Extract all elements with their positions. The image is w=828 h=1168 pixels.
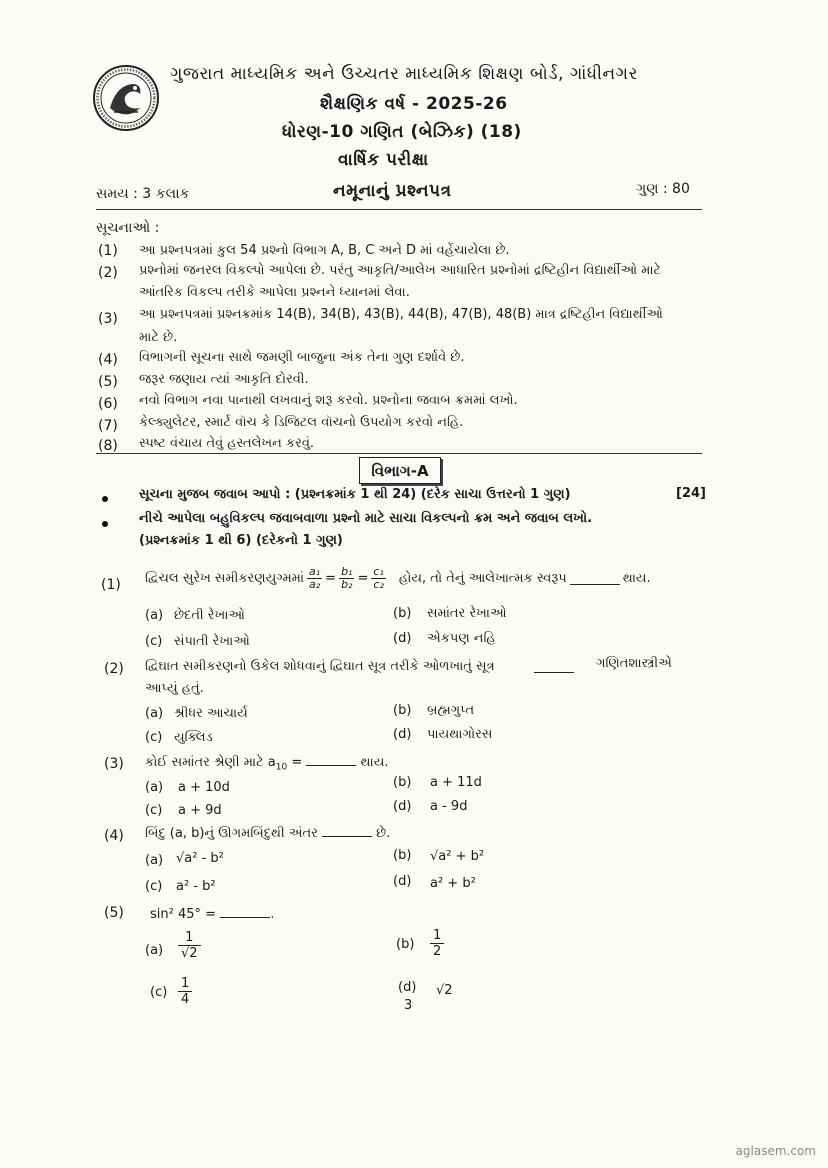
- paper-type: નમૂનાનું પ્રશ્નપત્ર: [333, 181, 452, 201]
- option-text: એકપણ નહિ: [427, 631, 496, 646]
- instruction-text: પ્રશ્નોમાં જનરલ વિકલ્પો આપેલા છે. પરંતુ આકૃતિ/આલેખ આધારિત પ્રશ્નોમાં દ્રષ્ટિહીન વિદ્યાર્થીઓ માટે: [139, 263, 662, 278]
- mcq-instruction: નીચે આપેલા બહુવિકલ્પ જવાબવાળા પ્રશ્નો માટે સાચા વિકલ્પનો ક્રમ અને જવાબ લખો.: [139, 511, 593, 526]
- option-text: છેદતી રેખાઓ: [174, 608, 245, 623]
- option-label: (c): [145, 634, 163, 649]
- answer-blank: [306, 753, 356, 766]
- answer-blank: [220, 905, 270, 918]
- option-label: (b): [393, 775, 412, 790]
- option-label: (c): [145, 730, 163, 745]
- fraction-a1-a2: $\frac{\text{a₁}}{\text{a₂}}$: [309, 565, 321, 591]
- section-a-marks: [24]: [676, 486, 706, 501]
- board-name: ગુજરાત માધ્યમિક અને ઉચ્ચતર માધ્યમિક શિક્ષણ બોર્ડ, ગાંધીનગર: [170, 64, 638, 84]
- option-text: a² + b²: [430, 876, 476, 891]
- question-3-text: [145, 753, 388, 773]
- option-text: a + 11d: [430, 775, 482, 790]
- question-text: આપ્યું હતું.: [145, 681, 204, 696]
- option-text: a + 9d: [178, 803, 222, 818]
- question-text: ગણિતશાસ્ત્રીએ: [596, 656, 672, 671]
- instruction-number: (8): [98, 438, 118, 454]
- option-label: (b): [393, 848, 412, 863]
- board-seal-logo: [92, 64, 160, 132]
- answer-blank: [322, 824, 372, 837]
- option-text: a - 9d: [430, 799, 468, 814]
- option-label: (a): [145, 853, 164, 868]
- header-divider: [96, 209, 702, 210]
- option-text: √a² + b²: [430, 849, 485, 864]
- question-text: થાય.: [622, 571, 651, 586]
- instruction-text: નવો વિભાગ નવા પાનાથી લખવાનું શરૂ કરવો. પ્રશ્નોના જવાબ ક્રમમાં લખો.: [139, 393, 518, 408]
- instruction-text: જરૂર જણાય ત્યાં આકૃતિ દોરવી.: [139, 372, 309, 387]
- option-label: (d): [393, 727, 412, 742]
- question-text: કોઈ સમાંતર શ્રેણી માટે a: [145, 755, 276, 770]
- instruction-text: કેલ્ક્યુલેટર, સ્માર્ટ વૉચ કે ડિજિટલ વૉચનો ઉપયોગ કરવો નહિ.: [139, 415, 464, 430]
- question-text: દ્વિઘાત સમીકરણનો ઉકેલ શોધવાનું દ્વિઘાત સૂત્ર તરીકે ઓળખાતું સૂત્ર: [145, 659, 495, 674]
- option-label: (d): [398, 980, 417, 995]
- option-label: (a): [145, 943, 164, 958]
- option-label: (d): [393, 874, 412, 889]
- question-text: .: [270, 907, 275, 922]
- instruction-text: માટે છે.: [139, 330, 178, 345]
- option-label: (b): [396, 937, 415, 952]
- question-number: (1): [101, 577, 121, 593]
- question-text: દ્વિચલ સુરેખ સમીકરણયુગ્મમાં: [145, 571, 305, 586]
- time-allowed: સમય : 3 કલાક: [96, 186, 190, 202]
- instruction-text: આ પ્રશ્નપત્રમાં પ્રશ્નક્રમાંક 14(B), 34(B), 43(B), 44(B), 47(B), 48(B) માત્ર દ્રષ્ટિહીન વિદ્યાર્થીઓ: [139, 307, 663, 322]
- option-label: (a): [145, 608, 164, 623]
- instruction-number: (1): [98, 243, 118, 259]
- option-label: (d): [393, 631, 412, 646]
- option-label: (c): [145, 803, 163, 818]
- option-fraction: $\frac{1}{4}$: [178, 976, 192, 1007]
- option-label: (d): [393, 799, 412, 814]
- subject-title: ધોરણ-10 ગણિત (બેઝિક) (18): [282, 122, 522, 142]
- option-text: યુક્લિડ: [174, 730, 213, 745]
- option-label: (b): [393, 703, 412, 718]
- question-text: =: [287, 755, 303, 770]
- question-text: બિંદુ (a, b)નું ઊગમબિંદુથી અંતર: [145, 826, 318, 841]
- option-text: બ્રહ્મગુપ્ત: [427, 703, 475, 718]
- section-a-instruction: સૂચના મુજબ જવાબ આપો : (પ્રશ્નક્રમાંક 1 થી 24) (દરેક સાચા ઉત્તરનો 1 ગુણ): [139, 487, 571, 502]
- instruction-text: સ્પષ્ટ વંચાય તેવું હસ્તલેખન કરવું.: [139, 436, 315, 451]
- option-label: (b): [393, 606, 412, 621]
- instruction-number: (2): [98, 265, 118, 281]
- fraction-b1-b2: $\frac{\text{b₁}}{\text{b₂}}$: [341, 565, 353, 591]
- question-number: (3): [104, 756, 124, 772]
- question-1-text: દ્વિચલ સુરેખ સમીકરણયુગ્મમાં $\frac{\text{a₁}}{\text{a₂}}$ = $\frac{\text{b₁}}{\text{b₂}}$ = $\frac{\text{c₁}}{\text{c₂}}$ હોય, તો તેનું આલેખાત્મક સ્વરૂપ થાય.: [145, 565, 651, 591]
- option-text: સમાંતર રેખાઓ: [427, 606, 507, 621]
- question-text: sin² 45° =: [150, 907, 217, 922]
- mcq-instruction-range: (પ્રશ્નક્રમાંક 1 થી 6) (દરેકનો 1 ગુણ): [139, 533, 343, 548]
- instructions-heading: સૂચનાઓ :: [96, 220, 160, 236]
- instruction-number: (3): [98, 311, 118, 327]
- watermark: aglasem.com: [735, 1144, 816, 1158]
- instruction-number: (6): [98, 396, 118, 412]
- instruction-text: વિભાગની સૂચના સાથે જમણી બાજુના અંક તેના ગુણ દર્શાવે છે.: [139, 350, 465, 365]
- question-text: થાય.: [360, 755, 389, 770]
- subscript: 10: [275, 762, 288, 773]
- bullet: [102, 496, 108, 502]
- page-number: 3: [404, 998, 413, 1013]
- option-text: શ્રીધર આચાર્ય: [174, 706, 248, 721]
- option-text: a² - b²: [176, 879, 216, 894]
- question-text: છે.: [376, 826, 391, 841]
- instruction-number: (5): [98, 374, 118, 390]
- academic-year: શૈક્ષણિક વર્ષ - 2025-26: [320, 94, 508, 114]
- option-label: (c): [150, 985, 168, 1000]
- question-number: (2): [104, 661, 124, 677]
- option-fraction: $\frac{1}{2}$: [430, 928, 444, 959]
- option-text: a + 10d: [178, 780, 230, 795]
- instruction-number: (4): [98, 352, 118, 368]
- total-marks: ગુણ : 80: [636, 181, 690, 197]
- option-text: સંપાતી રેખાઓ: [174, 634, 250, 649]
- instruction-text: આંતરિક વિકલ્પ તરીકે આપેલા પ્રશ્નને ધ્યાનમાં લેવા.: [139, 285, 410, 300]
- answer-blank: [570, 572, 620, 585]
- question-5-text: [150, 905, 274, 922]
- instructions-divider: [96, 453, 702, 454]
- exam-title: વાર્ષિક પરીક્ષા: [338, 150, 429, 170]
- answer-blank: [534, 660, 574, 673]
- instruction-text: આ પ્રશ્નપત્રમાં કુલ 54 પ્રશ્નો વિભાગ A, B, C અને D માં વહેંચાયેલા છે.: [139, 243, 510, 258]
- instruction-number: (7): [98, 418, 118, 434]
- option-label: (a): [145, 706, 164, 721]
- option-text: √2: [436, 983, 453, 998]
- section-a-title: વિભાગ-A: [359, 457, 441, 484]
- bullet: [102, 521, 108, 527]
- question-number: (5): [104, 905, 124, 921]
- fraction-c1-c2: $\frac{\text{c₁}}{\text{c₂}}$: [373, 565, 384, 591]
- option-text: પાયથાગોરસ: [427, 727, 493, 742]
- question-4-text: [145, 824, 390, 841]
- option-fraction: $\frac{1}{√2}$: [178, 930, 201, 961]
- option-text: √a² - b²: [176, 851, 224, 866]
- question-number: (4): [104, 828, 124, 844]
- option-label: (c): [145, 879, 163, 894]
- option-label: (a): [145, 780, 164, 795]
- question-text: હોય, તો તેનું આલેખાત્મક સ્વરૂપ: [398, 571, 567, 586]
